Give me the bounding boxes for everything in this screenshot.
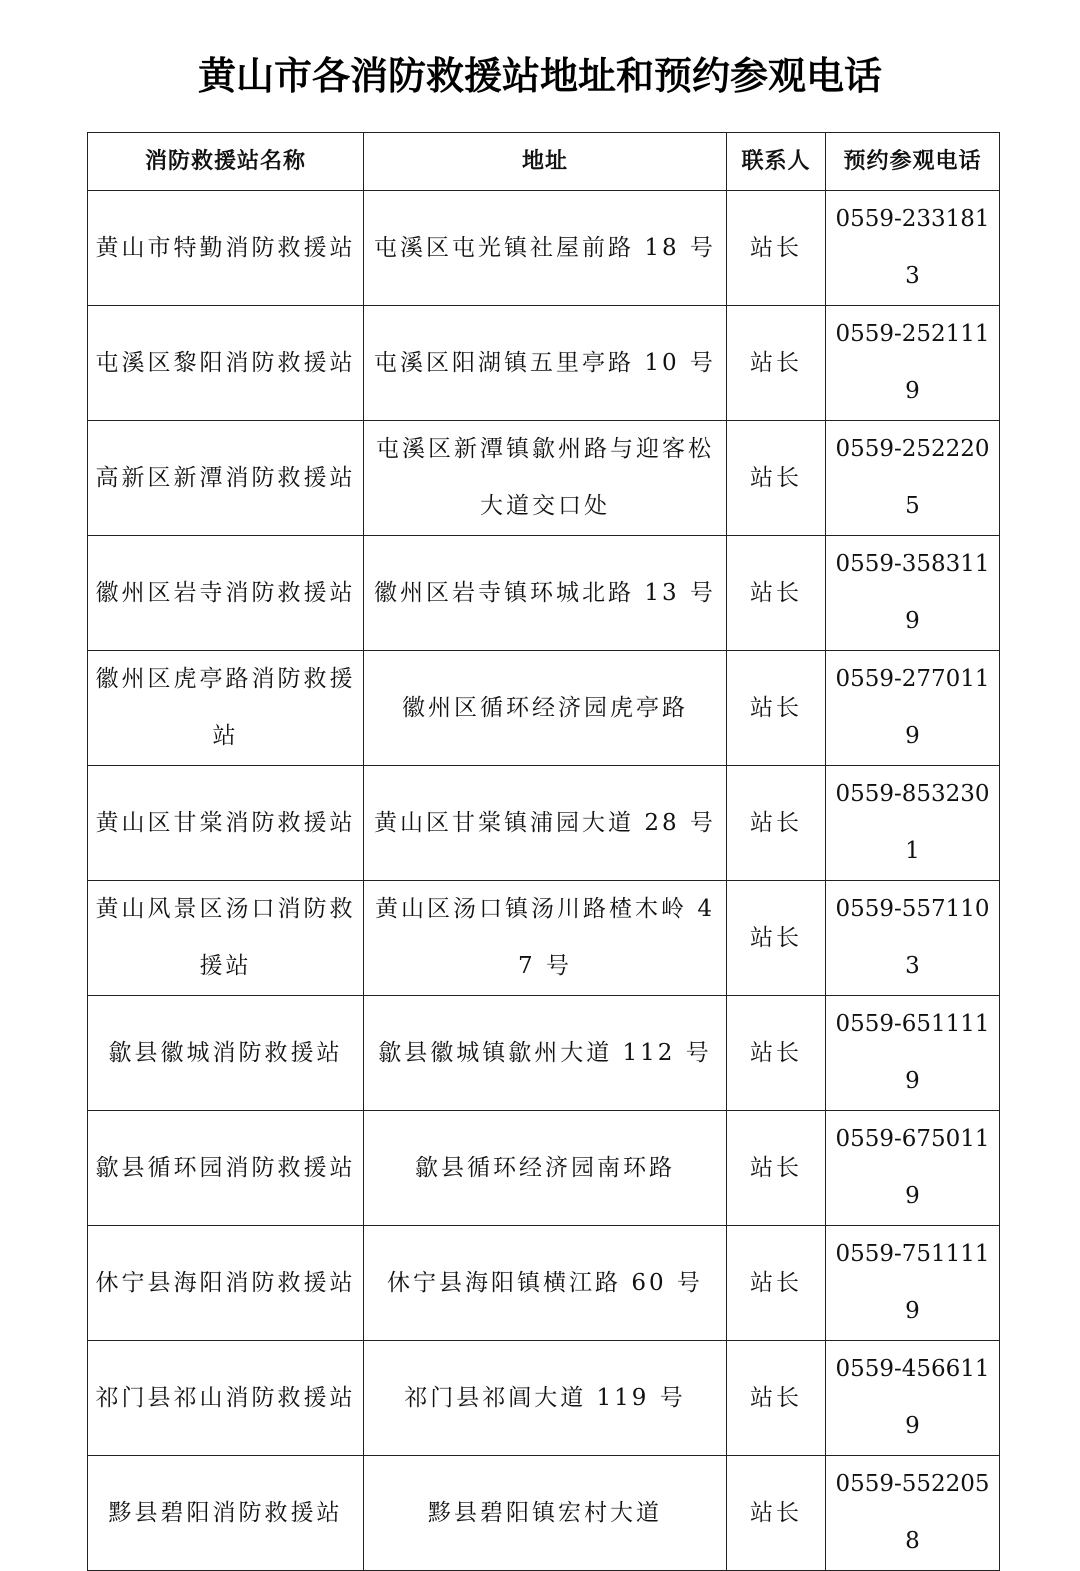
contact-cell: 站长 (727, 881, 826, 996)
header-address: 地址 (364, 133, 727, 191)
station-name-cell: 徽州区虎亭路消防救援站 (88, 651, 364, 766)
table-row (88, 651, 1000, 766)
address-cell: 黄山区甘棠镇浦园大道 28 号 (364, 766, 727, 881)
station-name-cell: 徽州区岩寺消防救援站 (88, 536, 364, 651)
address-cell: 黟县碧阳镇宏村大道 (364, 1456, 727, 1571)
contact-cell: 站长 (727, 1456, 826, 1571)
phone-cell: 0559-5571103 (826, 881, 1000, 996)
station-name-cell: 高新区新潭消防救援站 (88, 421, 364, 536)
station-name-cell: 黄山风景区汤口消防救援站 (88, 881, 364, 996)
address-cell: 屯溪区屯光镇社屋前路 18 号 (364, 191, 727, 306)
header-contact: 联系人 (727, 133, 826, 191)
phone-cell: 0559-2770119 (826, 651, 1000, 766)
page-title: 黄山市各消防救援站地址和预约参观电话 (197, 54, 882, 98)
phone-cell: 0559-2331813 (826, 191, 1000, 306)
address-cell: 屯溪区阳湖镇五里亭路 10 号 (364, 306, 727, 421)
phone-cell: 0559-3583119 (826, 536, 1000, 651)
station-name-cell: 歙县循环园消防救援站 (88, 1111, 364, 1226)
phone-cell: 0559-2521119 (826, 306, 1000, 421)
address-cell: 歙县循环经济园南环路 (364, 1111, 727, 1226)
contact-cell: 站长 (727, 1226, 826, 1341)
table-row (88, 881, 1000, 996)
station-name-cell: 休宁县海阳消防救援站 (88, 1226, 364, 1341)
address-cell: 祁门县祁阊大道 119 号 (364, 1341, 727, 1456)
station-name-cell: 歙县徽城消防救援站 (88, 996, 364, 1111)
table-row (88, 766, 1000, 881)
phone-cell: 0559-6750119 (826, 1111, 1000, 1226)
contact-cell: 站长 (727, 1111, 826, 1226)
address-cell: 歙县徽城镇歙州大道 112 号 (364, 996, 727, 1111)
phone-cell: 0559-5522058 (826, 1456, 1000, 1571)
table-row (88, 1341, 1000, 1456)
table-row (88, 1456, 1000, 1571)
address-cell: 黄山区汤口镇汤川路楂木岭 47 号 (364, 881, 727, 996)
address-cell: 休宁县海阳镇横江路 60 号 (364, 1226, 727, 1341)
header-phone: 预约参观电话 (826, 133, 1000, 191)
address-cell: 屯溪区新潭镇歙州路与迎客松大道交口处 (364, 421, 727, 536)
address-cell: 徽州区循环经济园虎亭路 (364, 651, 727, 766)
table-row (88, 1111, 1000, 1226)
phone-cell: 0559-4566119 (826, 1341, 1000, 1456)
contact-cell: 站长 (727, 1341, 826, 1456)
table-row (88, 536, 1000, 651)
phone-cell: 0559-7511119 (826, 1226, 1000, 1341)
contact-cell: 站长 (727, 191, 826, 306)
station-name-cell: 屯溪区黎阳消防救援站 (88, 306, 364, 421)
table-row (88, 191, 1000, 306)
table-row (88, 1226, 1000, 1341)
phone-cell: 0559-6511119 (826, 996, 1000, 1111)
stations-table (87, 132, 1000, 1571)
contact-cell: 站长 (727, 306, 826, 421)
contact-cell: 站长 (727, 651, 826, 766)
contact-cell: 站长 (727, 421, 826, 536)
table-row (88, 996, 1000, 1111)
contact-cell: 站长 (727, 536, 826, 651)
contact-cell: 站长 (727, 766, 826, 881)
station-name-cell: 黄山市特勤消防救援站 (88, 191, 364, 306)
header-station-name: 消防救援站名称 (88, 133, 364, 191)
contact-cell: 站长 (727, 996, 826, 1111)
phone-cell: 0559-2522205 (826, 421, 1000, 536)
phone-cell: 0559-8532301 (826, 766, 1000, 881)
station-name-cell: 黟县碧阳消防救援站 (88, 1456, 364, 1571)
table-row (88, 421, 1000, 536)
station-name-cell: 黄山区甘棠消防救援站 (88, 766, 364, 881)
table-header-row (88, 133, 1000, 191)
table-row (88, 306, 1000, 421)
address-cell: 徽州区岩寺镇环城北路 13 号 (364, 536, 727, 651)
station-name-cell: 祁门县祁山消防救援站 (88, 1341, 364, 1456)
